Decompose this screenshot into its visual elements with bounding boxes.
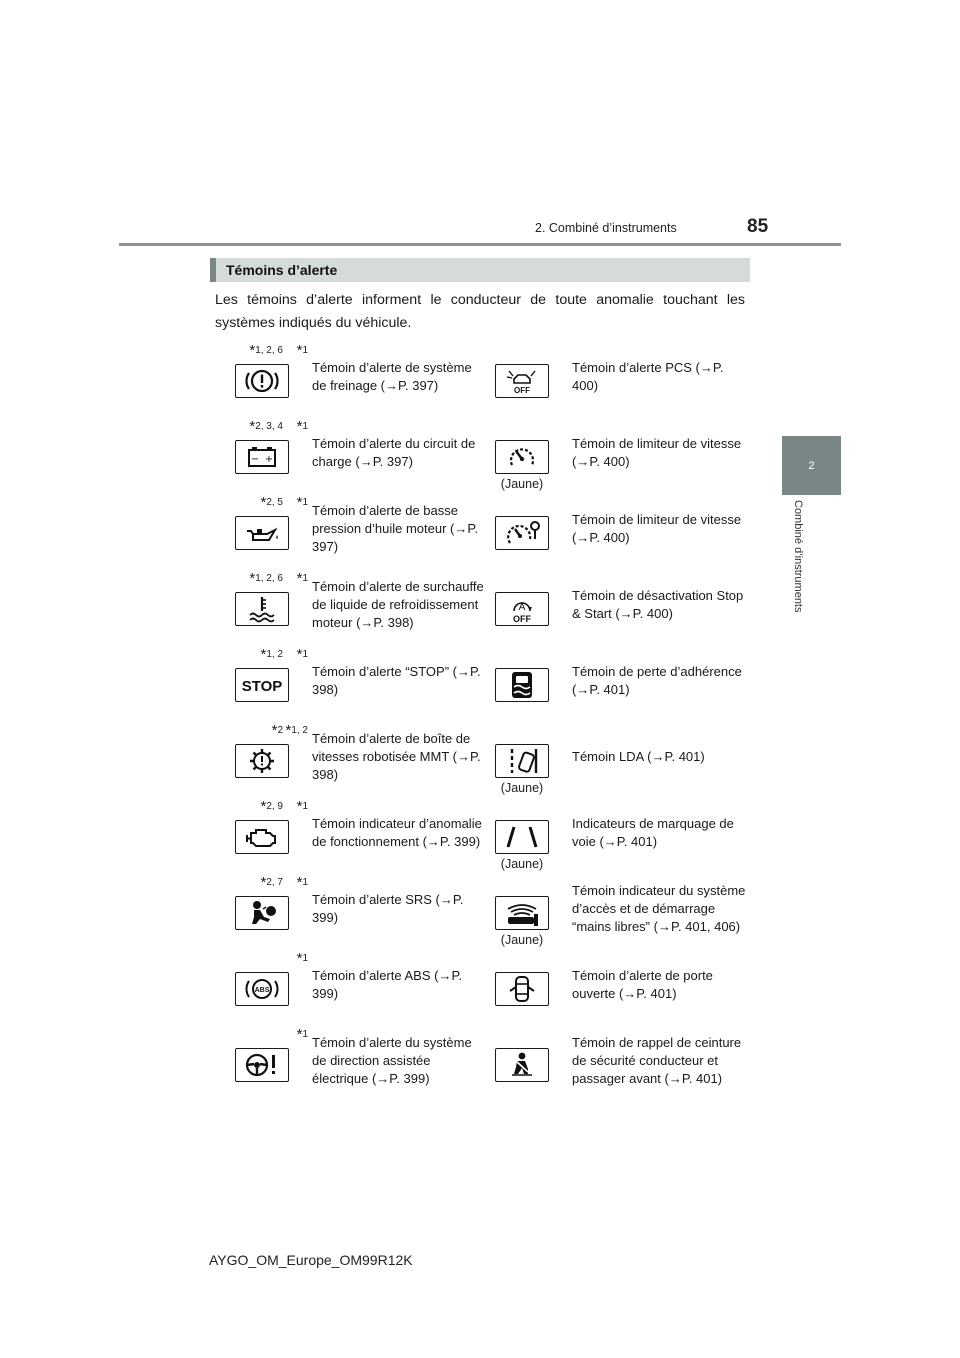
warning-light-description: Témoin de rappel de ceinture de sécurité conducteur et passager avant (→P. 401) bbox=[572, 1035, 742, 1086]
warning-light-description: Témoin d’alerte de boîte de vitesses robotisée MMT (→P. 398) bbox=[312, 731, 481, 782]
warning-light-description: Indicateurs de marquage de voie (→P. 401) bbox=[572, 816, 734, 849]
warning-light-description: Témoin d’alerte du système de direction assistée électrique (→P. 399) bbox=[312, 1035, 472, 1086]
color-note: (Jaune) bbox=[500, 477, 544, 491]
warning-lights-legend bbox=[225, 340, 755, 1086]
warning-light-description: Témoin d’alerte du circuit de charge (→P. 397) bbox=[312, 436, 476, 469]
stop-start-letter: A bbox=[518, 602, 526, 613]
footnote-ref: *1, 2, 6 bbox=[249, 342, 283, 359]
warning-light-item bbox=[225, 340, 724, 414]
pcs-off-icon bbox=[495, 364, 549, 398]
footnote-ref: *1 bbox=[296, 1026, 308, 1043]
footnote-ref: *1 bbox=[296, 494, 308, 511]
page-number: 85 bbox=[747, 216, 769, 237]
document-id: AYGO_OM_Europe_OM99R12K bbox=[209, 1252, 413, 1268]
stop-text: STOP bbox=[241, 678, 283, 695]
warning-light-description: Témoin de désactivation Stop & Start (→P. 400) bbox=[572, 588, 744, 621]
color-note: (Jaune) bbox=[500, 857, 544, 871]
footnote-ref: *1 bbox=[296, 342, 308, 359]
warning-light-description: Témoin d’alerte PCS (→P. 400) bbox=[572, 360, 724, 393]
warning-light-item bbox=[225, 568, 744, 642]
warning-light-description: Témoin indicateur du système d’accès et de démarrage “mains libres” (→P. 401, 406) bbox=[572, 883, 746, 934]
lane-markings-icon bbox=[495, 820, 549, 854]
warning-light-description: Témoin de perte d’adhérence (→P. 401) bbox=[572, 664, 742, 697]
footnote-ref: *2, 5 bbox=[260, 494, 283, 511]
warning-light-description: Témoin d’alerte ABS (→P. 399) bbox=[312, 968, 463, 1001]
chapter-tab[interactable] bbox=[782, 436, 841, 495]
warning-light-description: Témoin d’alerte de basse pression d’huile moteur (→P. 397) bbox=[312, 503, 478, 554]
warning-light-description: Témoin d’alerte de porte ouverte (→P. 401) bbox=[572, 968, 713, 1001]
footnote-ref: *1 bbox=[296, 646, 308, 663]
warning-light-item bbox=[225, 1024, 742, 1098]
warning-light-item bbox=[225, 720, 705, 795]
warning-light-item bbox=[225, 644, 742, 718]
warning-light-item bbox=[225, 492, 742, 566]
footnote-ref: *2, 9 bbox=[260, 798, 283, 815]
footnote-ref: *2, 3, 4 bbox=[249, 418, 283, 435]
footnote-ref: *1, 2 bbox=[285, 722, 308, 739]
section-title: Témoins d’alerte bbox=[210, 258, 750, 282]
warning-light-item bbox=[225, 948, 713, 1022]
abs-text: ABS bbox=[254, 987, 270, 994]
warning-light-description: Témoin d’alerte de surchauffe de liquide de refroidissement moteur (→P. 398) bbox=[312, 579, 484, 630]
warning-light-description: Témoin d’alerte de système de freinage (→P. 397) bbox=[312, 360, 472, 393]
warning-light-description: Témoin de limiteur de vitesse (→P. 400) bbox=[572, 512, 742, 545]
warning-light-description: Témoin de limiteur de vitesse (→P. 400) bbox=[572, 436, 742, 469]
warning-light-item bbox=[225, 796, 734, 871]
chapter-tab-number: 2 bbox=[808, 459, 815, 472]
footnote-ref: *1, 2, 6 bbox=[249, 570, 283, 587]
speed-limiter-warning-icon bbox=[495, 516, 549, 550]
header-rule bbox=[119, 243, 841, 246]
pcs-off-text: OFF bbox=[514, 386, 530, 395]
footnote-ref: *1 bbox=[296, 874, 308, 891]
footnote-ref: *1 bbox=[296, 950, 308, 967]
chapter-tab-label: Combiné d’instruments bbox=[792, 500, 804, 613]
warning-light-description: Témoin d’alerte “STOP” (→P. 398) bbox=[312, 664, 481, 697]
warning-light-description: Témoin indicateur d’anomalie de fonctionnement (→P. 399) bbox=[312, 816, 482, 849]
slip-indicator-icon bbox=[495, 668, 549, 702]
door-open-icon bbox=[495, 972, 549, 1006]
battery-minus-text: − bbox=[250, 454, 260, 465]
stop-start-off-icon bbox=[495, 592, 549, 626]
footnote-ref: *1, 2 bbox=[260, 646, 283, 663]
warning-light-item bbox=[225, 872, 746, 947]
chapter-title: 2. Combiné d’instruments bbox=[535, 221, 677, 235]
color-note: (Jaune) bbox=[500, 933, 544, 947]
warning-light-item bbox=[225, 416, 742, 491]
smart-key-icon bbox=[495, 896, 549, 930]
seatbelt-reminder-icon bbox=[495, 1048, 549, 1082]
stop-start-off-text: OFF bbox=[513, 614, 531, 624]
footnote-ref: *2 bbox=[271, 722, 283, 739]
warning-light-description: Témoin LDA (→P. 401) bbox=[572, 749, 705, 764]
intro-paragraph: Les témoins d’alerte informent le conducteur de toute anomalie touchant les systèmes indiqués du véhicule. bbox=[215, 292, 745, 331]
footnote-ref: *1 bbox=[296, 798, 308, 815]
footnote-ref: *1 bbox=[296, 418, 308, 435]
battery-plus-text: + bbox=[264, 454, 274, 465]
speed-limiter-icon bbox=[495, 440, 549, 474]
footnote-ref: *2, 7 bbox=[260, 874, 283, 891]
lane-departure-icon bbox=[495, 744, 549, 778]
color-note: (Jaune) bbox=[500, 781, 544, 795]
footnote-ref: *1 bbox=[296, 570, 308, 587]
warning-light-description: Témoin d’alerte SRS (→P. 399) bbox=[312, 892, 464, 925]
